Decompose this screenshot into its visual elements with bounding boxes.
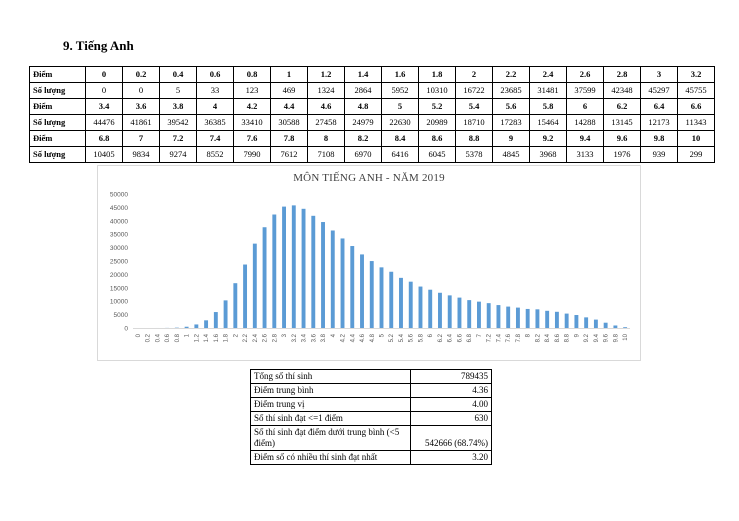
score-distribution-table: [29, 66, 715, 163]
x-tick-label: 6.8: [467, 334, 474, 343]
count-cell: 6045: [419, 147, 456, 163]
stats-row: [251, 384, 492, 398]
summary-stats-table: [250, 369, 492, 465]
histogram-bar: [448, 295, 452, 328]
x-tick-label: 9.8: [613, 334, 620, 343]
histogram-bar: [272, 215, 276, 328]
y-tick-label: 20000: [109, 271, 128, 279]
score-row: [30, 99, 715, 115]
x-tick-label: 0.2: [145, 334, 152, 343]
count-cell: 3133: [567, 147, 604, 163]
count-cell: 3968: [530, 147, 567, 163]
histogram-bar: [604, 323, 608, 328]
count-cell: 9274: [160, 147, 197, 163]
x-tick-label: 3.6: [311, 334, 318, 343]
score-row-label: Điểm: [30, 131, 86, 147]
count-cell: 6970: [345, 147, 382, 163]
score-cell: 0.6: [197, 67, 234, 83]
count-cell: 7108: [308, 147, 345, 163]
x-tick-label: 9: [574, 334, 581, 338]
histogram-bar: [545, 311, 549, 328]
count-cell: 45755: [678, 83, 715, 99]
count-cell: 10405: [86, 147, 123, 163]
x-tick-label: 8.4: [545, 334, 552, 343]
count-cell: 33410: [234, 115, 271, 131]
x-tick-label: 7: [476, 334, 483, 338]
score-cell: 9.6: [604, 131, 641, 147]
y-tick-label: 40000: [109, 218, 128, 226]
score-cell: 2.6: [567, 67, 604, 83]
histogram-bar: [233, 283, 237, 328]
x-tick-label: 8.2: [535, 334, 542, 343]
stats-label: Điểm số có nhiều thí sinh đạt nhất: [251, 451, 411, 465]
count-cell: 6416: [382, 147, 419, 163]
score-cell: 6.2: [604, 99, 641, 115]
x-tick-label: 9.6: [603, 334, 610, 343]
count-cell: 469: [271, 83, 308, 99]
y-tick-label: 5000: [113, 312, 128, 320]
score-cell: 6.6: [678, 99, 715, 115]
score-cell: 5: [382, 99, 419, 115]
score-cell: 7.8: [271, 131, 308, 147]
score-cell: 9: [493, 131, 530, 147]
histogram-bar: [380, 267, 384, 328]
x-tick-label: 4.6: [360, 334, 367, 343]
score-cell: 0.4: [160, 67, 197, 83]
y-tick-label: 0: [124, 325, 128, 333]
histogram-bar: [458, 298, 462, 328]
histogram-bar: [370, 261, 374, 328]
stats-row: [251, 412, 492, 426]
score-cell: 1: [271, 67, 308, 83]
histogram-bar: [282, 207, 286, 328]
score-row: [30, 67, 715, 83]
x-tick-label: 7.6: [506, 334, 513, 343]
score-cell: 8.2: [345, 131, 382, 147]
count-cell: 22630: [382, 115, 419, 131]
histogram-bar: [360, 254, 364, 328]
section-heading: 9. Tiếng Anh: [63, 38, 134, 53]
histogram-bar: [506, 307, 510, 328]
x-tick-label: 0.4: [155, 334, 162, 343]
histogram-bar: [253, 244, 257, 328]
x-tick-label: 4.4: [350, 334, 357, 343]
histogram-bar: [302, 209, 306, 328]
histogram-bar: [428, 290, 432, 328]
x-tick-label: 0.6: [165, 334, 172, 343]
count-cell: 5378: [456, 147, 493, 163]
count-cell: 45297: [641, 83, 678, 99]
y-tick-label: 45000: [109, 204, 128, 212]
score-cell: 0.2: [123, 67, 160, 83]
stats-value: 789435: [411, 370, 492, 384]
stats-row: [251, 426, 492, 451]
histogram-bar: [292, 205, 296, 328]
x-tick-label: 5.6: [408, 334, 415, 343]
score-cell: 1.6: [382, 67, 419, 83]
count-cell: 16722: [456, 83, 493, 99]
stats-row: [251, 398, 492, 412]
histogram-bar: [496, 305, 500, 328]
x-tick-label: 2.4: [252, 334, 259, 343]
histogram-bar: [311, 216, 315, 328]
x-tick-label: 2.8: [272, 334, 279, 343]
stats-value: 4.36: [411, 384, 492, 398]
score-cell: 3.2: [678, 67, 715, 83]
score-row: [30, 131, 715, 147]
stats-value: 542666 (68.74%): [411, 426, 492, 451]
y-tick-label: 15000: [109, 285, 128, 293]
stats-row: [251, 370, 492, 384]
count-cell: 123: [234, 83, 271, 99]
histogram-bar: [409, 282, 413, 328]
x-tick-label: 5.4: [398, 334, 405, 343]
stats-value: 4.00: [411, 398, 492, 412]
histogram-bar: [487, 303, 491, 328]
score-cell: 0: [86, 67, 123, 83]
histogram-bar: [341, 238, 345, 328]
x-tick-label: 1.6: [213, 334, 220, 343]
score-cell: 3.8: [160, 99, 197, 115]
x-tick-label: 6.2: [437, 334, 444, 343]
histogram-bar: [623, 327, 627, 328]
histogram-bar: [555, 312, 559, 328]
count-cell: 41861: [123, 115, 160, 131]
score-cell: 6.4: [641, 99, 678, 115]
x-tick-label: 1.4: [204, 334, 211, 343]
score-cell: 9.8: [641, 131, 678, 147]
count-cell: 2864: [345, 83, 382, 99]
stats-label: Số thí sinh đạt điểm dưới trung bình (<5 điểm): [251, 426, 411, 451]
histogram-bar: [185, 327, 189, 328]
x-tick-label: 2: [233, 334, 240, 338]
score-cell: 9.4: [567, 131, 604, 147]
count-cell: 939: [641, 147, 678, 163]
count-cell: 13145: [604, 115, 641, 131]
count-cell: 9834: [123, 147, 160, 163]
count-cell: 5952: [382, 83, 419, 99]
histogram-bar: [477, 302, 481, 328]
y-tick-label: 25000: [109, 258, 128, 266]
histogram-bar: [224, 300, 228, 328]
x-tick-label: 6: [428, 334, 435, 338]
score-cell: 8: [308, 131, 345, 147]
count-cell: 299: [678, 147, 715, 163]
score-cell: 4.8: [345, 99, 382, 115]
histogram-bar: [399, 278, 403, 328]
x-tick-label: 3.8: [321, 334, 328, 343]
score-cell: 8.4: [382, 131, 419, 147]
count-cell: 10310: [419, 83, 456, 99]
histogram-bar: [594, 320, 598, 328]
stats-value: 3.20: [411, 451, 492, 465]
y-tick-label: 10000: [109, 298, 128, 306]
count-row: [30, 115, 715, 131]
x-tick-label: 3.2: [291, 334, 298, 343]
score-cell: 5.6: [493, 99, 530, 115]
count-cell: 4845: [493, 147, 530, 163]
histogram-bar: [243, 265, 247, 328]
count-row-label: Số lượng: [30, 115, 86, 131]
score-cell: 5.8: [530, 99, 567, 115]
x-tick-label: 4.2: [340, 334, 347, 343]
count-cell: 15464: [530, 115, 567, 131]
histogram-bar: [263, 227, 267, 328]
x-tick-label: 1.2: [194, 334, 201, 343]
count-cell: 30588: [271, 115, 308, 131]
x-tick-label: 0.8: [174, 334, 181, 343]
count-cell: 37599: [567, 83, 604, 99]
histogram-bar: [321, 222, 325, 328]
x-tick-label: 1.8: [223, 334, 230, 343]
score-cell: 1.4: [345, 67, 382, 83]
x-tick-label: 6.6: [457, 334, 464, 343]
count-row: [30, 83, 715, 99]
score-cell: 0.8: [234, 67, 271, 83]
y-tick-label: 50000: [109, 191, 128, 199]
count-cell: 0: [123, 83, 160, 99]
count-cell: 36385: [197, 115, 234, 131]
score-cell: 7: [123, 131, 160, 147]
histogram-bar: [613, 325, 617, 328]
count-row-label: Số lượng: [30, 83, 86, 99]
score-row-label: Điểm: [30, 99, 86, 115]
stats-label: Điểm trung bình: [251, 384, 411, 398]
count-cell: 0: [86, 83, 123, 99]
x-tick-label: 8.8: [564, 334, 571, 343]
score-cell: 7.2: [160, 131, 197, 147]
score-cell: 3: [641, 67, 678, 83]
histogram-bar: [584, 317, 588, 328]
stats-value: 630: [411, 412, 492, 426]
score-cell: 8.6: [419, 131, 456, 147]
score-cell: 1.2: [308, 67, 345, 83]
count-cell: 33: [197, 83, 234, 99]
count-cell: 20989: [419, 115, 456, 131]
stats-label: Tổng số thí sinh: [251, 370, 411, 384]
count-cell: 1976: [604, 147, 641, 163]
score-cell: 4.4: [271, 99, 308, 115]
histogram-bar: [214, 312, 218, 328]
count-cell: 44476: [86, 115, 123, 131]
histogram-bar: [389, 272, 393, 328]
x-tick-label: 8.6: [554, 334, 561, 343]
x-tick-label: 8: [525, 334, 532, 338]
count-cell: 7612: [271, 147, 308, 163]
score-cell: 7.6: [234, 131, 271, 147]
score-cell: 4: [197, 99, 234, 115]
score-row-label: Điểm: [30, 67, 86, 83]
count-row: [30, 147, 715, 163]
count-cell: 8552: [197, 147, 234, 163]
score-cell: 2.8: [604, 67, 641, 83]
x-tick-label: 9.2: [584, 334, 591, 343]
histogram-bar: [438, 293, 442, 328]
y-tick-label: 30000: [109, 245, 128, 253]
score-cell: 5.4: [456, 99, 493, 115]
count-cell: 1324: [308, 83, 345, 99]
x-tick-label: 0: [135, 334, 142, 338]
x-tick-label: 9.4: [593, 334, 600, 343]
count-cell: 12173: [641, 115, 678, 131]
score-cell: 2: [456, 67, 493, 83]
histogram-bar: [535, 309, 539, 328]
stats-label: Điểm trung vị: [251, 398, 411, 412]
score-histogram-chart: [97, 165, 641, 361]
score-cell: 2.2: [493, 67, 530, 83]
count-cell: 7990: [234, 147, 271, 163]
x-tick-label: 7.2: [486, 334, 493, 343]
x-tick-label: 4.8: [369, 334, 376, 343]
score-cell: 8.8: [456, 131, 493, 147]
y-tick-label: 35000: [109, 231, 128, 239]
count-cell: 11343: [678, 115, 715, 131]
stats-row: [251, 451, 492, 465]
x-tick-label: 2.2: [243, 334, 250, 343]
count-cell: 23685: [493, 83, 530, 99]
x-tick-label: 7.8: [515, 334, 522, 343]
histogram-bar: [516, 308, 520, 328]
x-tick-label: 10: [623, 334, 630, 341]
count-row-label: Số lượng: [30, 147, 86, 163]
count-cell: 27458: [308, 115, 345, 131]
chart-plot: [98, 166, 642, 362]
x-tick-label: 6.4: [447, 334, 454, 343]
count-cell: 5: [160, 83, 197, 99]
histogram-bar: [565, 314, 569, 328]
count-cell: 39542: [160, 115, 197, 131]
score-cell: 1.8: [419, 67, 456, 83]
stats-label: Số thí sinh đạt <=1 điểm: [251, 412, 411, 426]
x-tick-label: 5: [379, 334, 386, 338]
histogram-bar: [331, 230, 335, 328]
x-tick-label: 1: [184, 334, 191, 338]
histogram-bar: [574, 315, 578, 328]
score-cell: 4.2: [234, 99, 271, 115]
histogram-bar: [419, 287, 423, 328]
count-cell: 17283: [493, 115, 530, 131]
histogram-bar: [467, 300, 471, 328]
x-tick-label: 2.6: [262, 334, 269, 343]
histogram-bar: [194, 324, 198, 328]
score-cell: 9.2: [530, 131, 567, 147]
x-tick-label: 5.2: [389, 334, 396, 343]
x-tick-label: 7.4: [496, 334, 503, 343]
x-tick-label: 3.4: [301, 334, 308, 343]
score-cell: 10: [678, 131, 715, 147]
count-cell: 42348: [604, 83, 641, 99]
score-cell: 6: [567, 99, 604, 115]
score-cell: 3.6: [123, 99, 160, 115]
score-cell: 3.4: [86, 99, 123, 115]
score-cell: 5.2: [419, 99, 456, 115]
score-cell: 6.8: [86, 131, 123, 147]
count-cell: 14288: [567, 115, 604, 131]
score-cell: 7.4: [197, 131, 234, 147]
count-cell: 31481: [530, 83, 567, 99]
x-tick-label: 4: [330, 334, 337, 338]
count-cell: 24979: [345, 115, 382, 131]
histogram-bar: [526, 309, 530, 328]
chart-title: MÔN TIẾNG ANH - NĂM 2019: [293, 172, 445, 184]
score-cell: 2.4: [530, 67, 567, 83]
x-tick-label: 5.8: [418, 334, 425, 343]
histogram-bar: [350, 246, 354, 328]
score-cell: 4.6: [308, 99, 345, 115]
count-cell: 18710: [456, 115, 493, 131]
histogram-bar: [204, 320, 208, 328]
x-tick-label: 3: [282, 334, 289, 338]
